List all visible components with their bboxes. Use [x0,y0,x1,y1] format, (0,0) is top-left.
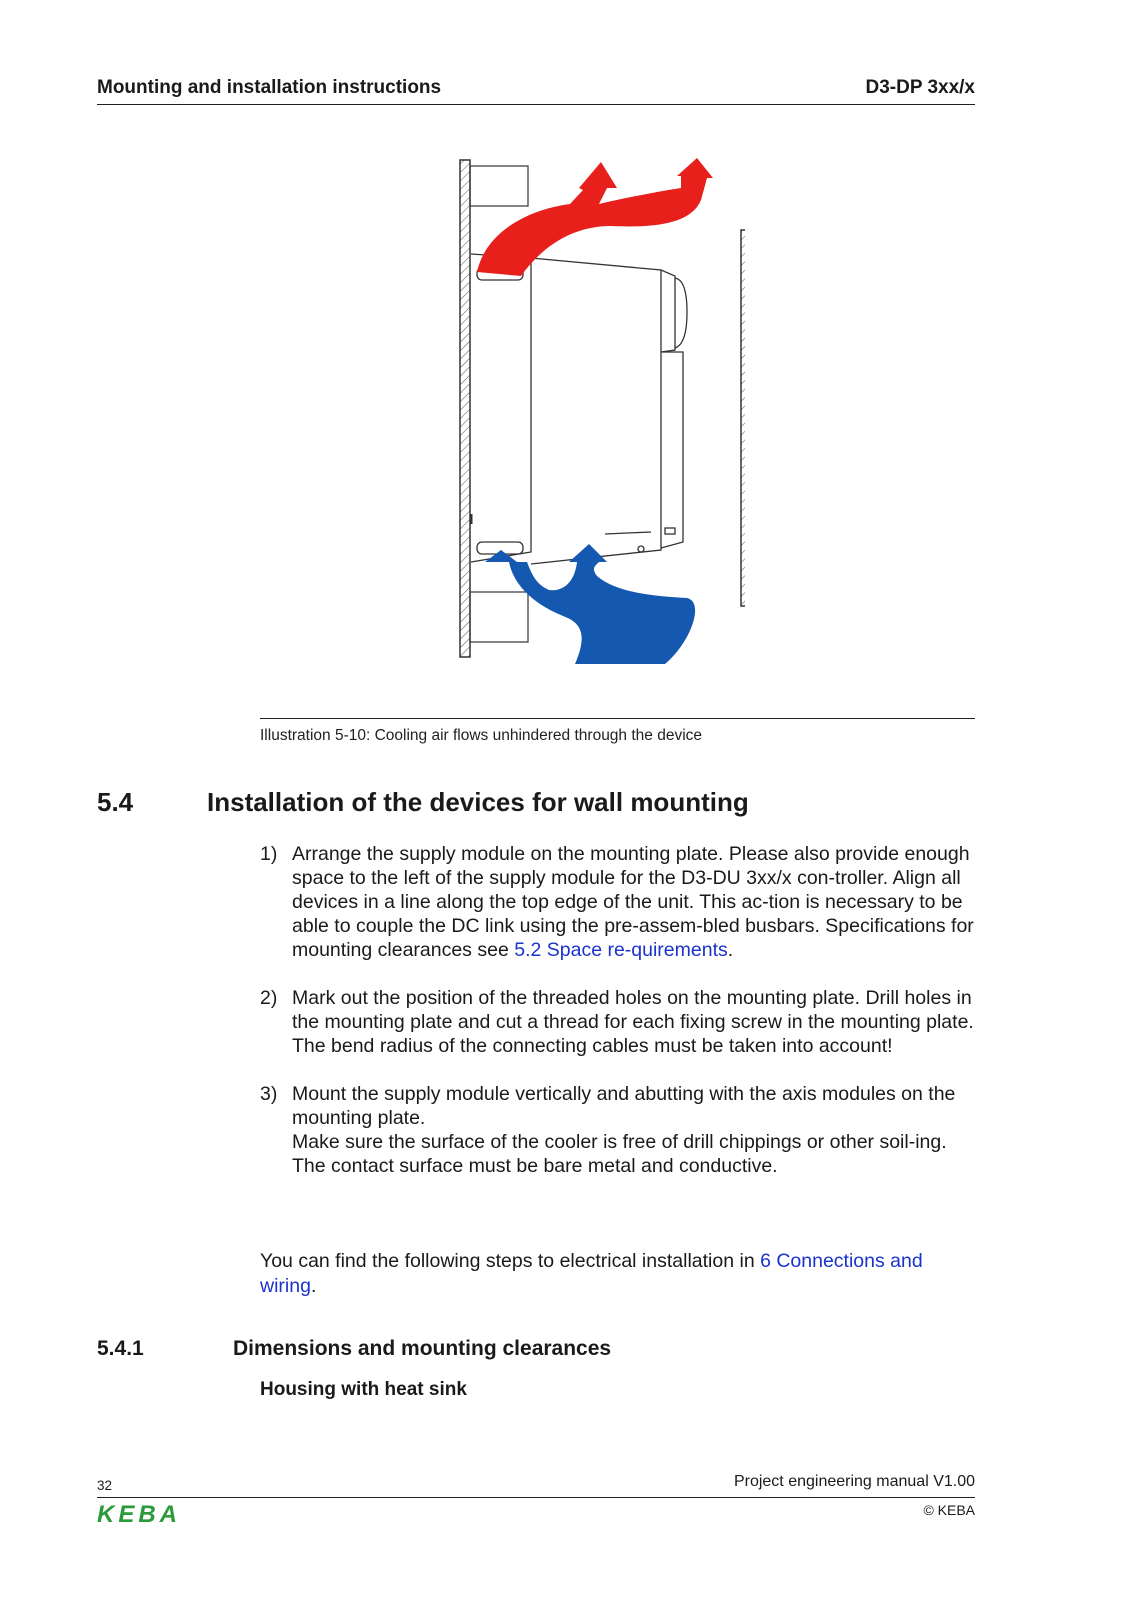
subheading: Housing with heat sink [260,1379,467,1400]
paragraph-text: You can find the following steps to electrical installation in [260,1250,761,1272]
header-rule [97,104,975,105]
next-steps-paragraph [260,1249,960,1299]
caption-rule [260,718,975,719]
cool-air-arrows [485,544,695,664]
subsection-title: Dimensions and mounting clearances [233,1337,612,1360]
header-product: D3-DP 3xx/x [865,77,975,98]
step-number: 2) [260,987,278,1009]
step-text: Arrange the supply module on the mounting plate. Please also provide enough space to the left of the supply module for the D3-DU 3xx/x con-troller. Align all devices in a line along the top edge of the unit. This ac-tion is necessary to be able to couple the DC link using the pre-assem-bled busbars. Specifications for mounting clearances see [292,843,974,961]
page-number: 32 [97,1478,113,1493]
keba-logo [97,1503,207,1525]
paragraph-text-end: . [310,1275,317,1297]
list-item [260,842,980,962]
step-number: 1) [260,843,278,865]
list-item [260,986,980,1058]
manual-title: Project engineering manual V1.00 [733,1473,975,1490]
step-text: Mark out the position of the threaded holes on the mounting plate. Drill holes in the mounting plate and cut a thread for each fixing screw in the mounting plate. The bend radius of the connecting cables must be taken into account! [292,987,974,1057]
step-text-note: Make sure the surface of the cooler is free of drill chippings or other soil-ing. The contact surface must be bare metal and conductive. [292,1131,947,1177]
cooling-airflow-illustration [455,152,745,682]
hot-air-arrows [477,158,713,276]
cabinet-door [741,230,745,606]
footer-rule [97,1497,975,1498]
section-number: 5.4 [97,787,134,817]
list-item [260,1082,980,1178]
figure-caption: Illustration 5-10: Cooling air flows unhindered through the device [260,727,703,744]
subsection-number: 5.4.1 [97,1337,144,1360]
svg-text:KEBA: KEBA [97,1503,182,1525]
step-number: 3) [260,1083,278,1105]
header-title: Mounting and installation instructions [97,77,442,98]
device-housing [471,254,687,564]
step-text-end: . [727,939,734,961]
step-text: Mount the supply module vertically and abutting with the axis modules on the mounting plate. [292,1083,956,1129]
space-requirements-link[interactable]: 5.2 Space re-quirements [514,939,728,961]
installation-steps [260,842,980,1202]
copyright: © KEBA [923,1502,975,1518]
section-title: Installation of the devices for wall mounting [207,787,749,817]
connections-wiring-link[interactable]: 6 Connections and wiring [260,1250,923,1297]
